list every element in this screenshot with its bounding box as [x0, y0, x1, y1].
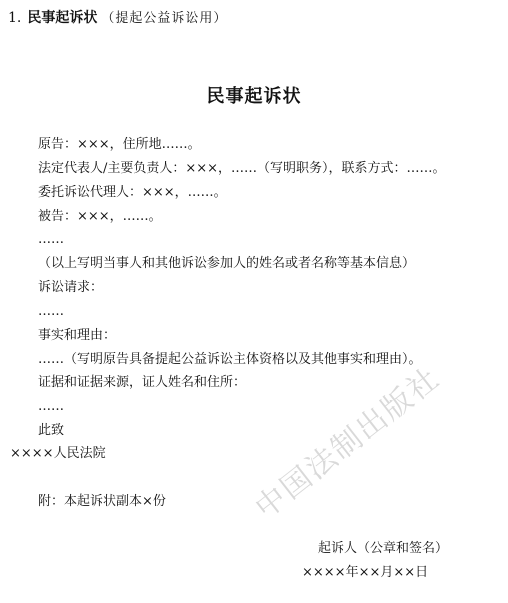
facts-line: ……（写明原告具备提起公益诉讼主体资格以及其他事实和理由）。 — [38, 352, 422, 367]
legal-representative-line: 法定代表人/主要负责人：×××，……（写明职务），联系方式：……。 — [38, 161, 446, 176]
plaintiff-line: 原告：×××，住所地……。 — [38, 137, 201, 152]
section-note: （提起公益诉讼用） — [101, 11, 228, 26]
claims-ellipsis: …… — [38, 304, 64, 319]
section-title: 民事起诉状 — [27, 10, 98, 26]
attachment-line: 附：本起诉状副本×份 — [38, 494, 166, 509]
court-line: ××××人民法院 — [10, 446, 106, 461]
defendant-line: 被告：×××，……。 — [38, 209, 162, 224]
salutation-line: 此致 — [38, 423, 65, 438]
section-heading — [8, 9, 227, 28]
evidence-ellipsis: …… — [38, 399, 64, 414]
claims-heading: 诉讼请求： — [38, 280, 104, 295]
signer-line: 起诉人（公章和签名） — [318, 541, 449, 556]
parties-note-line: （以上写明当事人和其他诉讼参加人的姓名或者名称等基本信息） — [38, 256, 416, 271]
agent-line: 委托诉讼代理人：×××，……。 — [38, 185, 227, 200]
date-line: ××××年××月××日 — [302, 565, 429, 580]
section-number: 1. — [8, 10, 22, 26]
publisher-watermark: 中国法制出版社 — [248, 360, 447, 527]
document-title: 民事起诉状 — [206, 86, 302, 107]
ellipsis-line: …… — [38, 232, 64, 247]
facts-heading: 事实和理由： — [38, 328, 117, 343]
evidence-heading: 证据和证据来源，证人姓名和住所： — [38, 375, 247, 390]
